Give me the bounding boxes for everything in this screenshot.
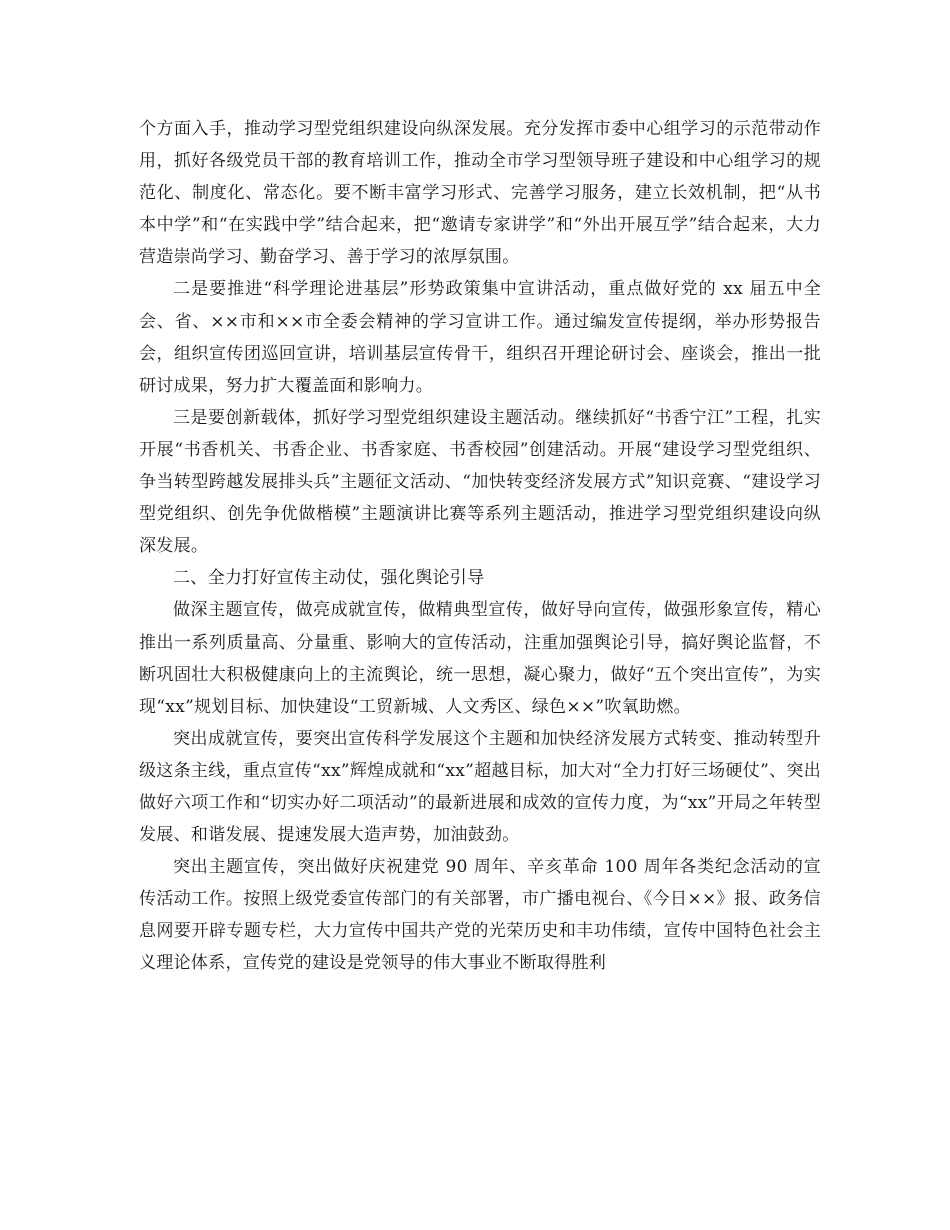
document-body: [139, 113, 821, 980]
paragraph-learning-activities: 三是要创新载体，抓好学习型党组织建设主题活动。继续抓好“书香宁江”工程，扎实开展“书香机关、书香企业、书香家庭、书香校园”创建活动。开展“建设学习型党组织、争当转型跨越发展排头兵”主题征文活动、“加快转变经济发展方式”知识竞赛、“建设学习型党组织、创先争优做楷模”主题演讲比赛等系列主题活动，推进学习型党组织建设向纵深发展。: [139, 407, 821, 557]
paragraph-continuation: 个方面入手，推动学习型党组织建设向纵深发展。充分发挥市委中心组学习的示范带动作用，抓好各级党员干部的教育培训工作，推动全市学习型领导班子建设和中心组学习的规范化、制度化、常态化。要不断丰富学习形式、完善学习服务，建立长效机制，把“从书本中学”和“在实践中学”结合起来，把“邀请专家讲学”和“外出开展互学”结合起来，大力营造崇尚学习、勤奋学习、善于学习的浓厚氛围。: [139, 119, 821, 268]
section-heading-publicity: 二、全力打好宣传主动仗，强化舆论引导: [173, 568, 485, 589]
paragraph-publicity-overview: 做深主题宣传，做亮成就宣传，做精典型宣传，做好导向宣传，做强形象宣传，精心推出一系列质量高、分量重、影响大的宣传活动，注重加强舆论引导，搞好舆论监督，不断巩固壮大积极健康向上的主流舆论，统一思想，凝心聚力，做好“五个突出宣传”，为实现“xx”规划目标、加快建设“工贸新城、人文秀区、绿色××”吹氧助燃。: [139, 600, 821, 717]
paragraph-theme-publicity: 突出主题宣传，突出做好庆祝建党 90 周年、辛亥革命 100 周年各类纪念活动的宣传活动工作。按照上级党委宣传部门的有关部署，市广播电视台、《今日××》报、政务信息网要开辟专题专栏，大力宣传中国共产党的光荣历史和丰功伟绩，宣传中国特色社会主义理论体系，宣传党的建设是党领导的伟大事业不断取得胜利: [139, 857, 821, 974]
paragraph-theory-lectures: 二是要推进“科学理论进基层”形势政策集中宣讲活动，重点做好党的 xx 届五中全会、省、××市和××市全委会精神的学习宣讲工作。通过编发宣传提纲，举办形势报告会，组织宣传团巡回宣讲，培训基层宣传骨干，组织召开理论研讨会、座谈会，推出一批研讨成果，努力扩大覆盖面和影响力。: [139, 279, 821, 396]
paragraph-achievement-publicity: 突出成就宣传，要突出宣传科学发展这个主题和加快经济发展方式转变、推动转型升级这条主线，重点宣传“xx”辉煌成就和“xx”超越目标，加大对“全力打好三场硬仗”、突出做好六项工作和“切实办好二项活动”的最新进展和成效的宣传力度，为“xx”开局之年转型发展、和谐发展、提速发展大造声势，加油鼓劲。: [139, 728, 821, 846]
